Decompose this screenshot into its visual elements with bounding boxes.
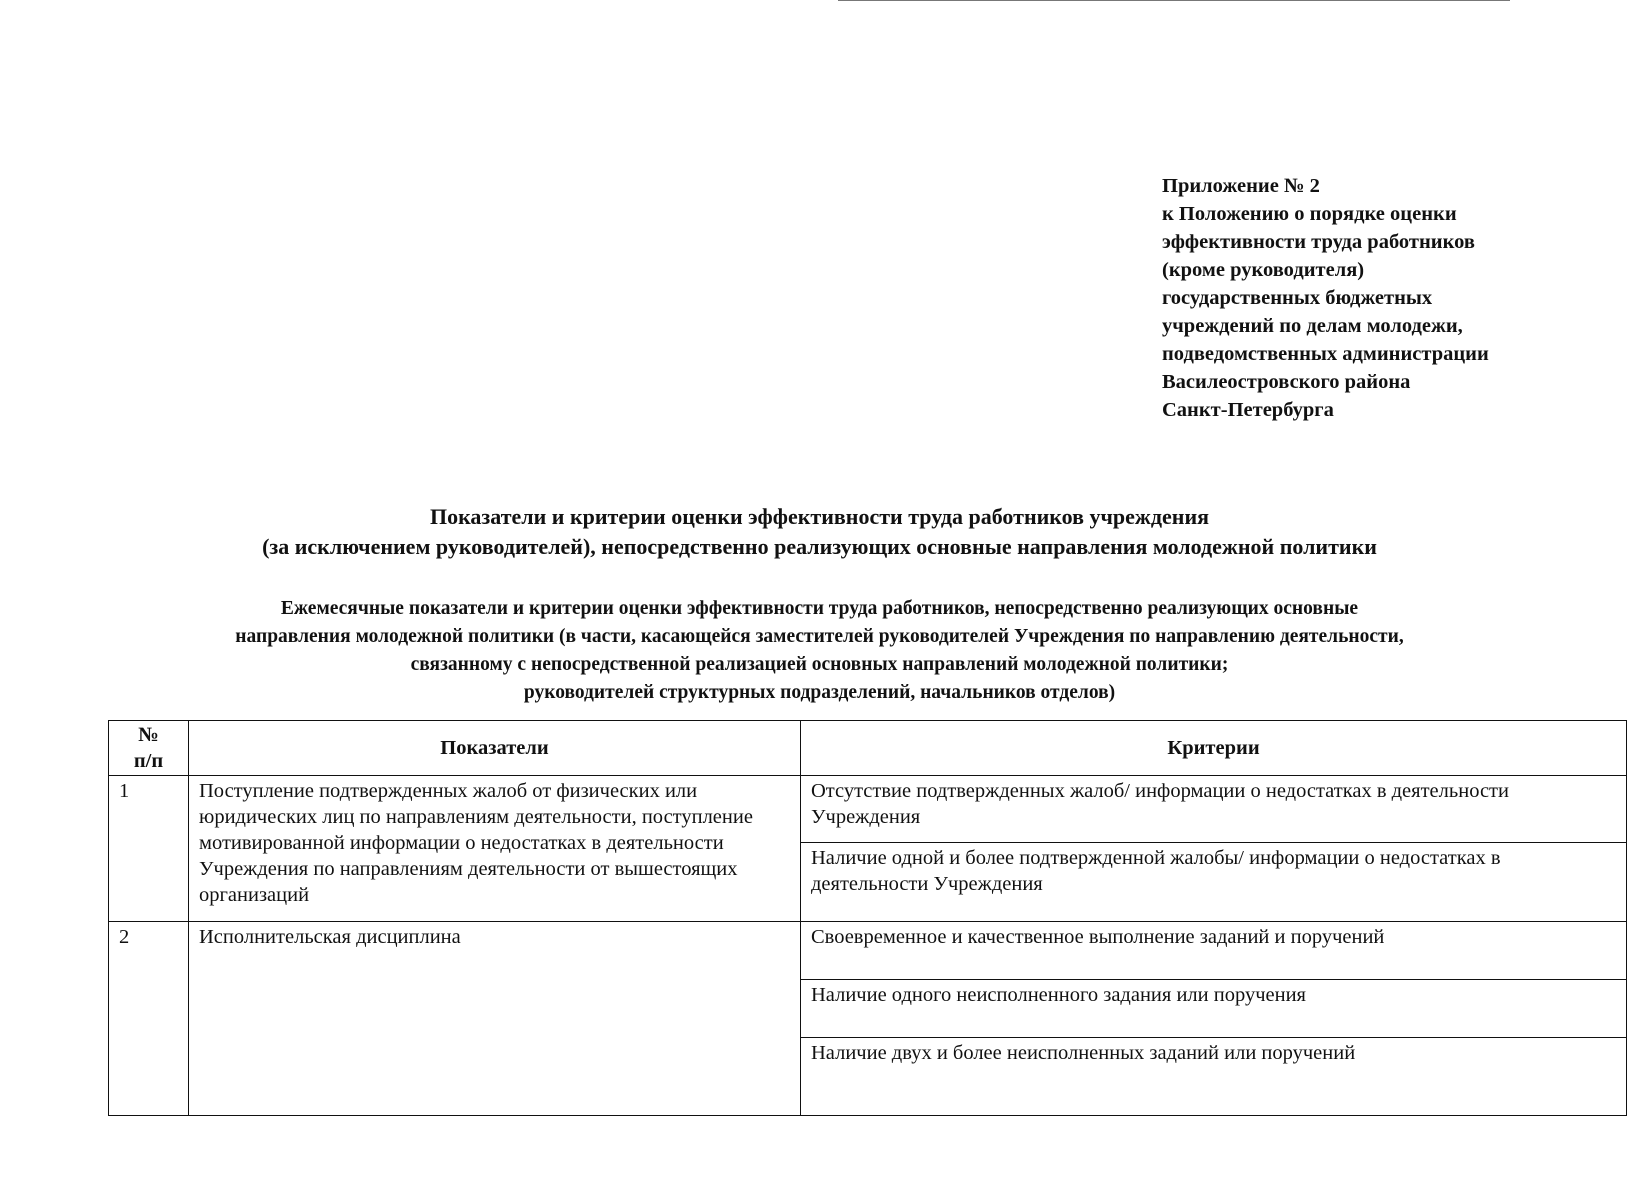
appendix-line: Санкт-Петербурга — [1162, 399, 1334, 421]
appendix-line: учреждений по делам молодежи, — [1162, 315, 1463, 337]
appendix-line: (кроме руководителя) — [1162, 259, 1365, 281]
subtitle-line: связанному с непосредственной реализацией основных направлений молодежной политики; — [410, 654, 1229, 675]
top-border-line — [838, 0, 1510, 1]
appendix-line: Василеостровского района — [1162, 371, 1411, 393]
table-header-row — [109, 721, 1627, 776]
table-row — [109, 922, 1627, 980]
row-criterion: Наличие одной и более подтвержденной жалобы/ информации о недостатках в деятельности Учреждения — [801, 843, 1627, 922]
row-criterion: Своевременное и качественное выполнение заданий и поручений — [801, 922, 1627, 980]
row-number: 1 — [109, 776, 189, 922]
subtitle-line: направления молодежной политики (в части, касающейся заместителей руководителей Учреждения по направлению деятельности, — [235, 626, 1404, 647]
header-criteria: Критерии — [801, 721, 1627, 776]
subtitle-line: Ежемесячные показатели и критерии оценки эффективности труда работников, непосредственно реализующих основные — [280, 598, 1359, 619]
header-number — [109, 721, 189, 776]
appendix-line: к Положению о порядке оценки — [1162, 203, 1457, 225]
subtitle-line: руководителей структурных подразделений, начальников отделов) — [523, 682, 1116, 703]
document-title — [0, 502, 1639, 562]
table-row — [109, 776, 1627, 843]
appendix-line: эффективности труда работников — [1162, 231, 1475, 253]
appendix-line: подведомственных администрации — [1162, 343, 1489, 365]
criteria-table — [108, 720, 1627, 1116]
row-number: 2 — [109, 922, 189, 1116]
row-indicator: Поступление подтвержденных жалоб от физических или юридических лиц по направлениям деятельности, поступление мотивированной информации о недостатках в деятельности Учреждения по направлениям деятельности от вышестоящих организаций — [189, 776, 801, 922]
appendix-line: государственных бюджетных — [1162, 287, 1433, 309]
appendix-header — [1162, 172, 1489, 424]
row-criterion: Отсутствие подтвержденных жалоб/ информации о недостатках в деятельности Учреждения — [801, 776, 1627, 843]
row-criterion: Наличие одного неисполненного задания или поручения — [801, 980, 1627, 1038]
header-number-line1: № — [138, 724, 159, 746]
appendix-line: Приложение № 2 — [1162, 175, 1320, 197]
row-criterion: Наличие двух и более неисполненных заданий или поручений — [801, 1038, 1627, 1116]
row-indicator: Исполнительская дисциплина — [189, 922, 801, 1116]
document-subtitle — [0, 595, 1639, 707]
header-indicators: Показатели — [189, 721, 801, 776]
title-line: Показатели и критерии оценки эффективности труда работников учреждения — [429, 504, 1210, 529]
title-line: (за исключением руководителей), непосредственно реализующих основные направления молодежной политики — [262, 534, 1377, 559]
header-number-line2: п/п — [133, 750, 164, 772]
